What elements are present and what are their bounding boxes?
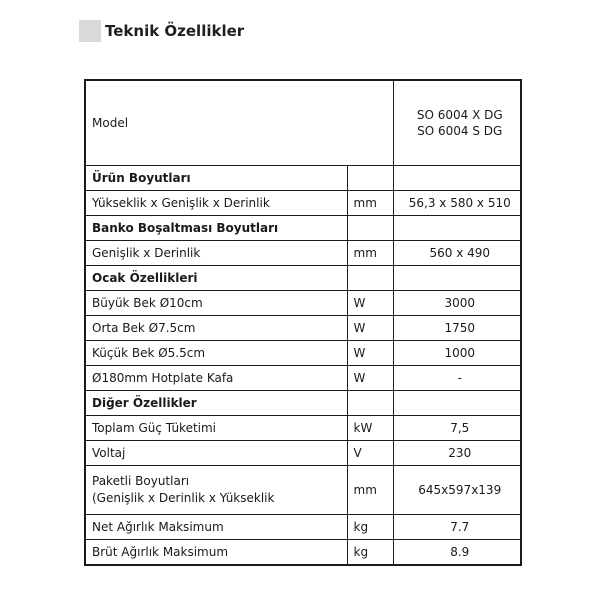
row-unit: mm xyxy=(347,241,393,266)
row-label: Toplam Güç Tüketimi xyxy=(85,416,347,441)
row-label: Genişlik x Derinlik xyxy=(85,241,347,266)
page-title: Teknik Özellikler xyxy=(105,22,245,40)
section-row xyxy=(85,216,521,241)
row-unit: W xyxy=(347,366,393,391)
table-row xyxy=(85,416,521,441)
table-row xyxy=(85,466,521,515)
row-value: 645x597x139 xyxy=(393,466,521,515)
row-unit: kW xyxy=(347,416,393,441)
table-row xyxy=(85,540,521,566)
empty-cell xyxy=(347,266,393,291)
row-label: Ø180mm Hotplate Kafa xyxy=(85,366,347,391)
row-label: Yükseklik x Genişlik x Derinlik xyxy=(85,191,347,216)
section-row xyxy=(85,266,521,291)
empty-cell xyxy=(347,391,393,416)
model-value-line: SO 6004 X DG xyxy=(416,108,503,122)
empty-cell xyxy=(393,266,521,291)
row-unit: W xyxy=(347,341,393,366)
model-label: Model xyxy=(85,80,393,166)
empty-cell xyxy=(393,391,521,416)
table-row xyxy=(85,241,521,266)
row-unit: W xyxy=(347,291,393,316)
table-row xyxy=(85,441,521,466)
section-title: Ürün Boyutları xyxy=(85,166,347,191)
table-row xyxy=(85,366,521,391)
row-unit: mm xyxy=(347,466,393,515)
row-unit: V xyxy=(347,441,393,466)
page-header xyxy=(79,19,244,43)
row-label: Brüt Ağırlık Maksimum xyxy=(85,540,347,566)
section-title: Ocak Özellikleri xyxy=(85,266,347,291)
row-label: Orta Bek Ø7.5cm xyxy=(85,316,347,341)
section-row xyxy=(85,166,521,191)
row-value: 1000 xyxy=(393,341,521,366)
row-label: Voltaj xyxy=(85,441,347,466)
table-row-model xyxy=(85,80,521,166)
section-title: Diğer Özellikler xyxy=(85,391,347,416)
row-label: Büyük Bek Ø10cm xyxy=(85,291,347,316)
row-value: 3000 xyxy=(393,291,521,316)
table-row xyxy=(85,341,521,366)
table-row xyxy=(85,316,521,341)
empty-cell xyxy=(393,166,521,191)
section-title: Banko Boşaltması Boyutları xyxy=(85,216,347,241)
row-value: 56,3 x 580 x 510 xyxy=(393,191,521,216)
table-row xyxy=(85,291,521,316)
row-value: 1750 xyxy=(393,316,521,341)
title-marker xyxy=(79,20,101,42)
row-value: 7.7 xyxy=(393,515,521,540)
row-label-line: Paketli Boyutları xyxy=(92,474,190,488)
table-row xyxy=(85,515,521,540)
row-unit: kg xyxy=(347,515,393,540)
row-value: 7,5 xyxy=(393,416,521,441)
row-label-line: (Genişlik x Derinlik x Yükseklik xyxy=(92,491,275,505)
row-value: 8.9 xyxy=(393,540,521,566)
row-value: 230 xyxy=(393,441,521,466)
row-unit: kg xyxy=(347,540,393,566)
empty-cell xyxy=(347,166,393,191)
table-row xyxy=(85,191,521,216)
empty-cell xyxy=(347,216,393,241)
section-row xyxy=(85,391,521,416)
row-value: - xyxy=(393,366,521,391)
model-value xyxy=(393,80,521,166)
row-value: 560 x 490 xyxy=(393,241,521,266)
row-label: Net Ağırlık Maksimum xyxy=(85,515,347,540)
row-label: Küçük Bek Ø5.5cm xyxy=(85,341,347,366)
row-label xyxy=(85,466,347,515)
spec-table xyxy=(84,79,522,566)
row-unit: W xyxy=(347,316,393,341)
model-value-line: SO 6004 S DG xyxy=(417,124,503,138)
row-unit: mm xyxy=(347,191,393,216)
empty-cell xyxy=(393,216,521,241)
